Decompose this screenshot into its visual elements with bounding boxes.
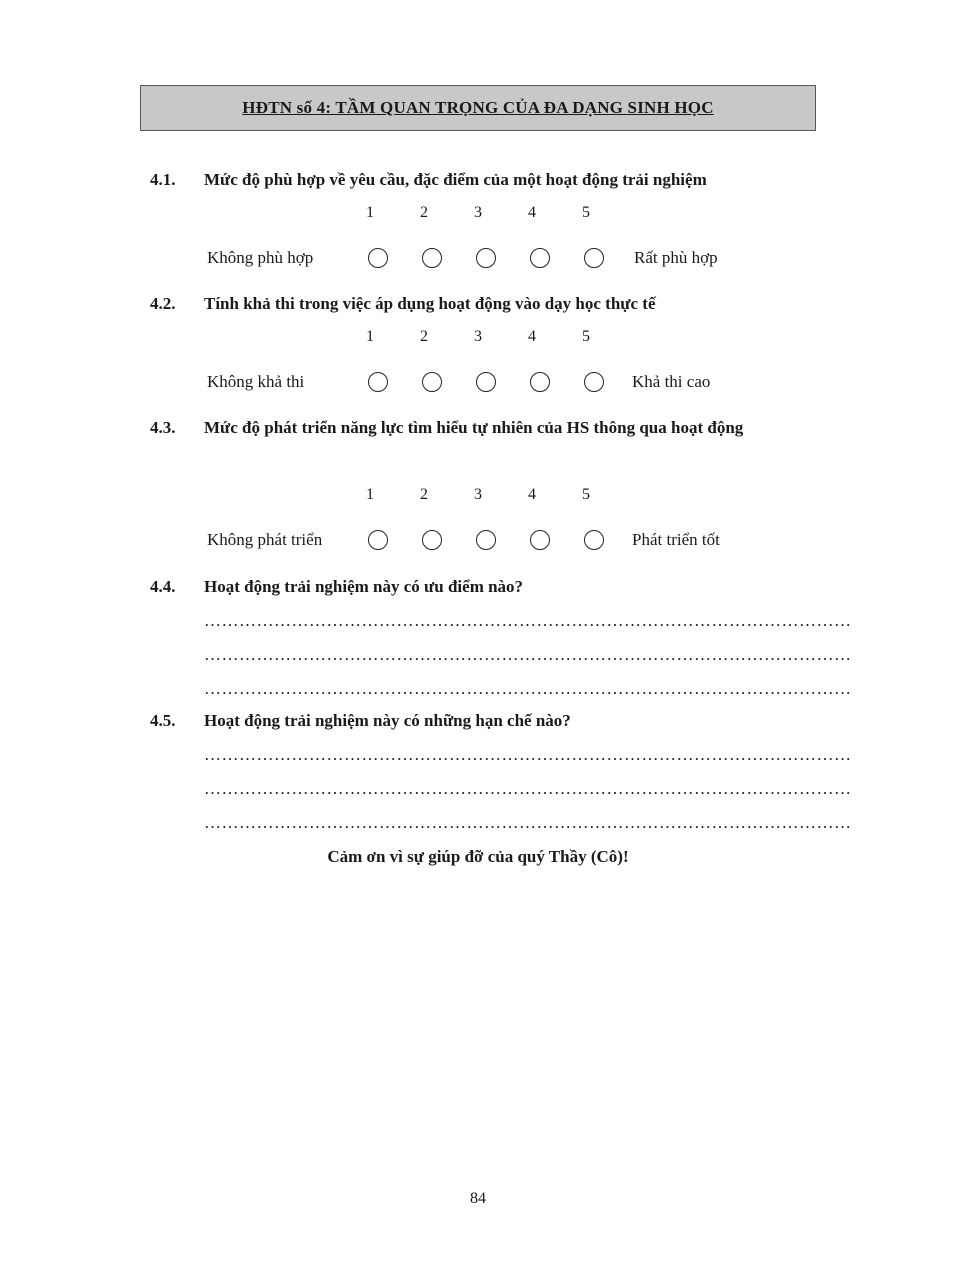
- scale-label-5: 5: [582, 204, 590, 221]
- question-text: Hoạt động trải nghiệm này có ưu điểm nào?: [204, 577, 524, 596]
- scale-label-3: 3: [474, 328, 482, 345]
- scale-low-label: Không phù hợp: [207, 248, 314, 267]
- question-text: Hoạt động trải nghiệm này có những hạn chế nào?: [204, 711, 571, 730]
- radio-option-4[interactable]: [530, 248, 550, 268]
- question-number: 4.2.: [150, 294, 176, 313]
- scale-label-2: 2: [420, 486, 428, 503]
- question-number: 4.5.: [150, 711, 176, 730]
- radio-option-3[interactable]: [476, 530, 496, 550]
- question-text: Mức độ phù hợp về yêu cầu, đặc điểm của một hoạt động trải nghiệm: [204, 170, 707, 189]
- scale-label-4: 4: [528, 328, 536, 345]
- answer-line[interactable]: …………………………………………………………………………………………………: [204, 611, 852, 630]
- radio-option-2[interactable]: [422, 372, 442, 392]
- scale-label-5: 5: [582, 328, 590, 345]
- scale-label-2: 2: [420, 204, 428, 221]
- scale-high-label: Khả thi cao: [632, 372, 711, 391]
- radio-option-2[interactable]: [422, 248, 442, 268]
- scale-label-3: 3: [474, 204, 482, 221]
- radio-option-5[interactable]: [584, 248, 604, 268]
- question-text: Tính khả thi trong việc áp dụng hoạt động vào dạy học thực tế: [204, 294, 656, 313]
- scale-label-1: 1: [366, 328, 374, 345]
- radio-option-4[interactable]: [530, 530, 550, 550]
- question-number: 4.3.: [150, 418, 176, 437]
- question-number: 4.1.: [150, 170, 176, 189]
- scale-high-label: Rất phù hợp: [634, 248, 718, 267]
- radio-option-3[interactable]: [476, 248, 496, 268]
- answer-line[interactable]: …………………………………………………………………………………………………: [204, 813, 852, 832]
- scale-label-4: 4: [528, 204, 536, 221]
- question-text: Mức độ phát triển năng lực tìm hiểu tự nhiên của HS thông qua hoạt động: [204, 418, 744, 437]
- radio-option-2[interactable]: [422, 530, 442, 550]
- scale-label-4: 4: [528, 486, 536, 503]
- answer-line[interactable]: …………………………………………………………………………………………………: [204, 779, 852, 798]
- scale-high-label: Phát triển tốt: [632, 530, 720, 549]
- section-title-box: [140, 85, 816, 131]
- radio-option-1[interactable]: [368, 530, 388, 550]
- scale-label-5: 5: [582, 486, 590, 503]
- scale-low-label: Không phát triển: [207, 530, 323, 549]
- scale-label-1: 1: [366, 204, 374, 221]
- scale-label-2: 2: [420, 328, 428, 345]
- radio-option-5[interactable]: [584, 372, 604, 392]
- scale-label-3: 3: [474, 486, 482, 503]
- radio-option-5[interactable]: [584, 530, 604, 550]
- scale-low-label: Không khả thi: [207, 372, 305, 391]
- page-number: 84: [470, 1190, 486, 1207]
- section-title: HĐTN số 4: TẦM QUAN TRỌNG CỦA ĐA DẠNG SINH HỌC: [242, 98, 714, 117]
- question-number: 4.4.: [150, 577, 176, 596]
- answer-line[interactable]: …………………………………………………………………………………………………: [204, 645, 852, 664]
- answer-line[interactable]: …………………………………………………………………………………………………: [204, 679, 852, 698]
- thank-you-note: Cảm ơn vì sự giúp đỡ của quý Thầy (Cô)!: [327, 847, 629, 866]
- answer-line[interactable]: …………………………………………………………………………………………………: [204, 745, 852, 764]
- scale-label-1: 1: [366, 486, 374, 503]
- radio-option-4[interactable]: [530, 372, 550, 392]
- radio-option-3[interactable]: [476, 372, 496, 392]
- radio-option-1[interactable]: [368, 372, 388, 392]
- radio-option-1[interactable]: [368, 248, 388, 268]
